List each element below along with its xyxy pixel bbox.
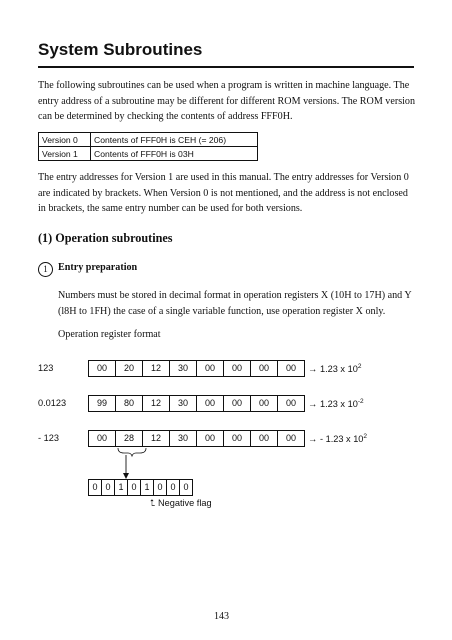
table-row bbox=[39, 133, 258, 147]
register-cell: 00 bbox=[223, 430, 251, 447]
version-name: Version 1 bbox=[39, 147, 91, 161]
bit-cell: 0 bbox=[101, 479, 115, 496]
row-result bbox=[308, 433, 367, 444]
bit-cell: 1 bbox=[114, 479, 128, 496]
register-cell: 28 bbox=[115, 430, 143, 447]
register-cells bbox=[88, 430, 305, 447]
version-note-paragraph: The entry addresses for Version 1 are used in this manual. The entry addresses for Version 0 are indicated by brackets. When Version 0 is not mentioned, and the address is not enclosed in brackets, the same entry number can be used for both versions. bbox=[38, 172, 409, 215]
register-cell: 30 bbox=[169, 395, 197, 412]
subsection-heading: Entry preparation bbox=[58, 262, 138, 273]
register-cell: 12 bbox=[142, 395, 170, 412]
result-value: - 1.23 x 10 bbox=[320, 434, 364, 444]
register-cell: 20 bbox=[115, 360, 143, 377]
page-title: System Subroutines bbox=[38, 40, 203, 59]
result-exponent: 2 bbox=[357, 363, 362, 370]
version-desc: Contents of FFF0H is 03H bbox=[91, 147, 258, 161]
register-cell: 12 bbox=[142, 430, 170, 447]
arrow-right-icon: → bbox=[308, 364, 318, 374]
table-row bbox=[39, 147, 258, 161]
register-cell: 00 bbox=[277, 395, 305, 412]
register-cell: 00 bbox=[250, 430, 278, 447]
brace-arrow-connector bbox=[112, 446, 152, 480]
register-cell: 00 bbox=[196, 430, 224, 447]
register-cell: 80 bbox=[115, 395, 143, 412]
bit-cells bbox=[88, 479, 193, 496]
bit-cell: 0 bbox=[153, 479, 167, 496]
register-cell: 00 bbox=[88, 430, 116, 447]
register-cell: 99 bbox=[88, 395, 116, 412]
arrow-right-icon: → bbox=[308, 434, 318, 444]
result-value: 1.23 x 10 bbox=[320, 364, 358, 374]
row-label: 0.0123 bbox=[38, 398, 67, 408]
version-name: Version 0 bbox=[39, 133, 91, 147]
entry-paragraph: Numbers must be stored in decimal format in operation registers X (10H to 17H) and Y (l8H to 1FH) the case of a single variable function, use operation register X only. bbox=[58, 290, 412, 317]
register-cell: 00 bbox=[250, 360, 278, 377]
intro-paragraph: The following subroutines can be used when a program is written in machine language. The entry address of a subroutine may be different for different ROM versions. The ROM version can be determined by checking the contents of address FFF0H. bbox=[38, 80, 416, 123]
flag-text: Negative flag bbox=[157, 498, 212, 508]
register-cell: 00 bbox=[223, 360, 251, 377]
register-cell: 00 bbox=[277, 430, 305, 447]
bit-cell: 0 bbox=[166, 479, 180, 496]
circled-number: 1 bbox=[38, 262, 53, 277]
register-cell: 00 bbox=[196, 395, 224, 412]
register-cell: 12 bbox=[142, 360, 170, 377]
version-table bbox=[38, 132, 258, 161]
register-cell: 00 bbox=[196, 360, 224, 377]
result-value: 1.23 x 10 bbox=[320, 399, 358, 409]
row-label: - 123 bbox=[38, 433, 59, 443]
brace-icon bbox=[118, 448, 146, 456]
bit-cell: 0 bbox=[127, 479, 141, 496]
row-result bbox=[308, 398, 364, 409]
bit-cell: 0 bbox=[88, 479, 102, 496]
register-cell: 00 bbox=[223, 395, 251, 412]
register-cells bbox=[88, 395, 305, 412]
corner-arrow-icon: ⮤ bbox=[150, 498, 156, 508]
register-cell: 00 bbox=[250, 395, 278, 412]
result-exponent: 2 bbox=[363, 433, 368, 440]
register-cell: 00 bbox=[277, 360, 305, 377]
bit-cell: 0 bbox=[179, 479, 193, 496]
register-cell: 30 bbox=[169, 360, 197, 377]
register-cells bbox=[88, 360, 305, 377]
row-label: 123 bbox=[38, 363, 54, 373]
negative-flag-label bbox=[150, 498, 212, 509]
arrow-right-icon: → bbox=[308, 399, 318, 409]
register-cell: 00 bbox=[88, 360, 116, 377]
page-number: 143 bbox=[214, 611, 229, 622]
version-desc: Contents of FFF0H is CEH (= 206) bbox=[91, 133, 258, 147]
register-caption: Operation register format bbox=[58, 329, 161, 340]
row-result bbox=[308, 363, 361, 374]
section-heading: (1) Operation subroutines bbox=[38, 231, 173, 245]
title-rule bbox=[38, 66, 414, 68]
result-exponent: -2 bbox=[357, 398, 364, 405]
bit-cell: 1 bbox=[140, 479, 154, 496]
register-cell: 30 bbox=[169, 430, 197, 447]
